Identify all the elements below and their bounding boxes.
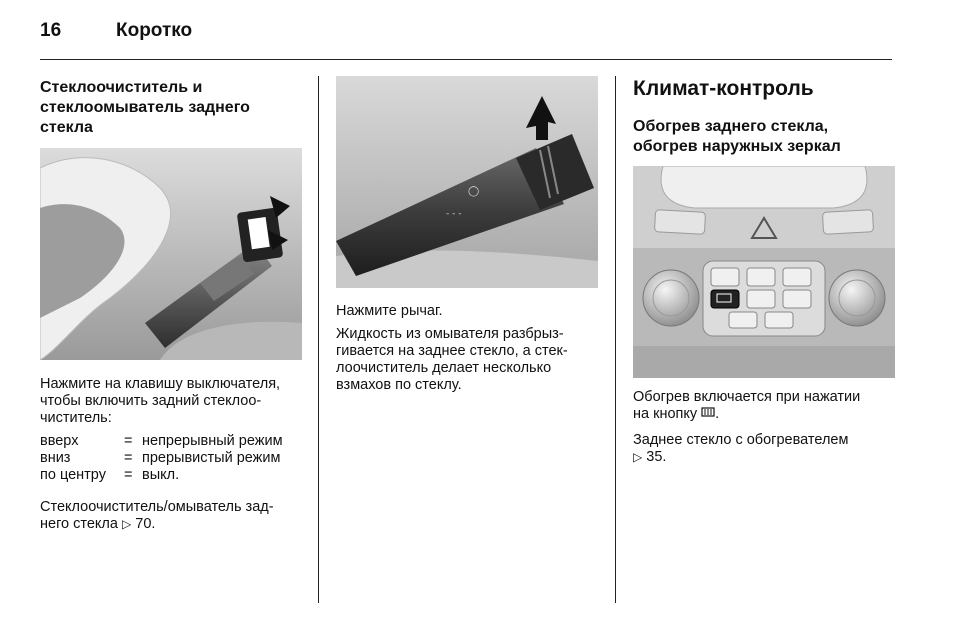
page-number: 16 — [40, 20, 62, 41]
table-row — [40, 450, 302, 467]
climate-section — [633, 76, 895, 603]
reference-arrow-icon: ▷ — [122, 517, 132, 531]
text-line: на кнопку — [633, 406, 698, 422]
heated-window-reference — [633, 432, 895, 466]
position-value: выкл. — [142, 467, 180, 483]
washer-section — [336, 76, 598, 603]
text-line: гивается на заднее стекло, а стек- — [336, 343, 568, 359]
heading-line: Стеклоочиститель и — [40, 79, 203, 96]
text-line: Заднее стекло с обогревателем — [633, 432, 849, 448]
rear-defrost-icon — [701, 406, 715, 423]
text-line: Нажмите на клавишу выключателя, — [40, 376, 281, 392]
reference-page[interactable]: 70. — [135, 516, 156, 532]
heading-line: Обогрев заднего стекла, — [633, 118, 829, 135]
text-line: чтобы включить задний стеклоо- — [40, 393, 262, 409]
text-line: него стекла — [40, 516, 118, 532]
wiper-lever-illustration — [336, 76, 598, 288]
press-lever-text: Нажмите рычаг. — [336, 303, 443, 319]
text-line: Стеклоочиститель/омыватель зад- — [40, 499, 274, 515]
wiper-switch-illustration — [40, 148, 302, 360]
wiper-instructions — [40, 376, 302, 427]
rear-wiper-section — [40, 76, 302, 603]
text-line: чиститель: — [40, 410, 112, 426]
text-line: лоочиститель делает несколько — [336, 360, 552, 376]
heading-line: стекла — [40, 119, 93, 136]
position-value: прерывистый режим — [142, 450, 281, 466]
column-divider — [318, 76, 319, 603]
heading-line: стеклоомыватель заднего — [40, 99, 250, 116]
position-key: вверх — [40, 433, 79, 449]
defrost-subtitle — [633, 117, 841, 157]
equals-sign: = — [124, 450, 133, 466]
defrost-description — [633, 389, 895, 423]
period: . — [715, 406, 720, 422]
table-row — [40, 467, 302, 484]
switch-position-table — [40, 433, 302, 484]
svg-text:- - -: - - - — [446, 209, 462, 219]
reference-arrow-icon: ▷ — [633, 450, 643, 464]
position-key: вниз — [40, 450, 71, 466]
washer-description — [336, 326, 598, 394]
heading-line: обогрев наружных зеркал — [633, 138, 841, 155]
svg-text:◯: ◯ — [468, 186, 480, 197]
text-line: Жидкость из омывателя разбрыз- — [336, 326, 564, 342]
text-line: взмахов по стеклу. — [336, 377, 462, 393]
rear-wiper-heading — [40, 78, 250, 138]
climate-title: Климат-контроль — [633, 77, 814, 100]
column-divider — [615, 76, 616, 603]
equals-sign: = — [124, 467, 133, 483]
reference-page[interactable]: 35. — [646, 449, 667, 465]
table-row — [40, 433, 302, 450]
header-divider — [40, 59, 892, 60]
text-line: Обогрев включается при нажатии — [633, 389, 861, 405]
page-header — [40, 20, 892, 60]
equals-sign: = — [124, 433, 133, 449]
section-title: Коротко — [116, 20, 193, 41]
position-key: по центру — [40, 467, 106, 483]
position-value: непрерывный режим — [142, 433, 283, 449]
climate-panel-illustration — [633, 166, 895, 378]
wiper-reference — [40, 499, 302, 533]
